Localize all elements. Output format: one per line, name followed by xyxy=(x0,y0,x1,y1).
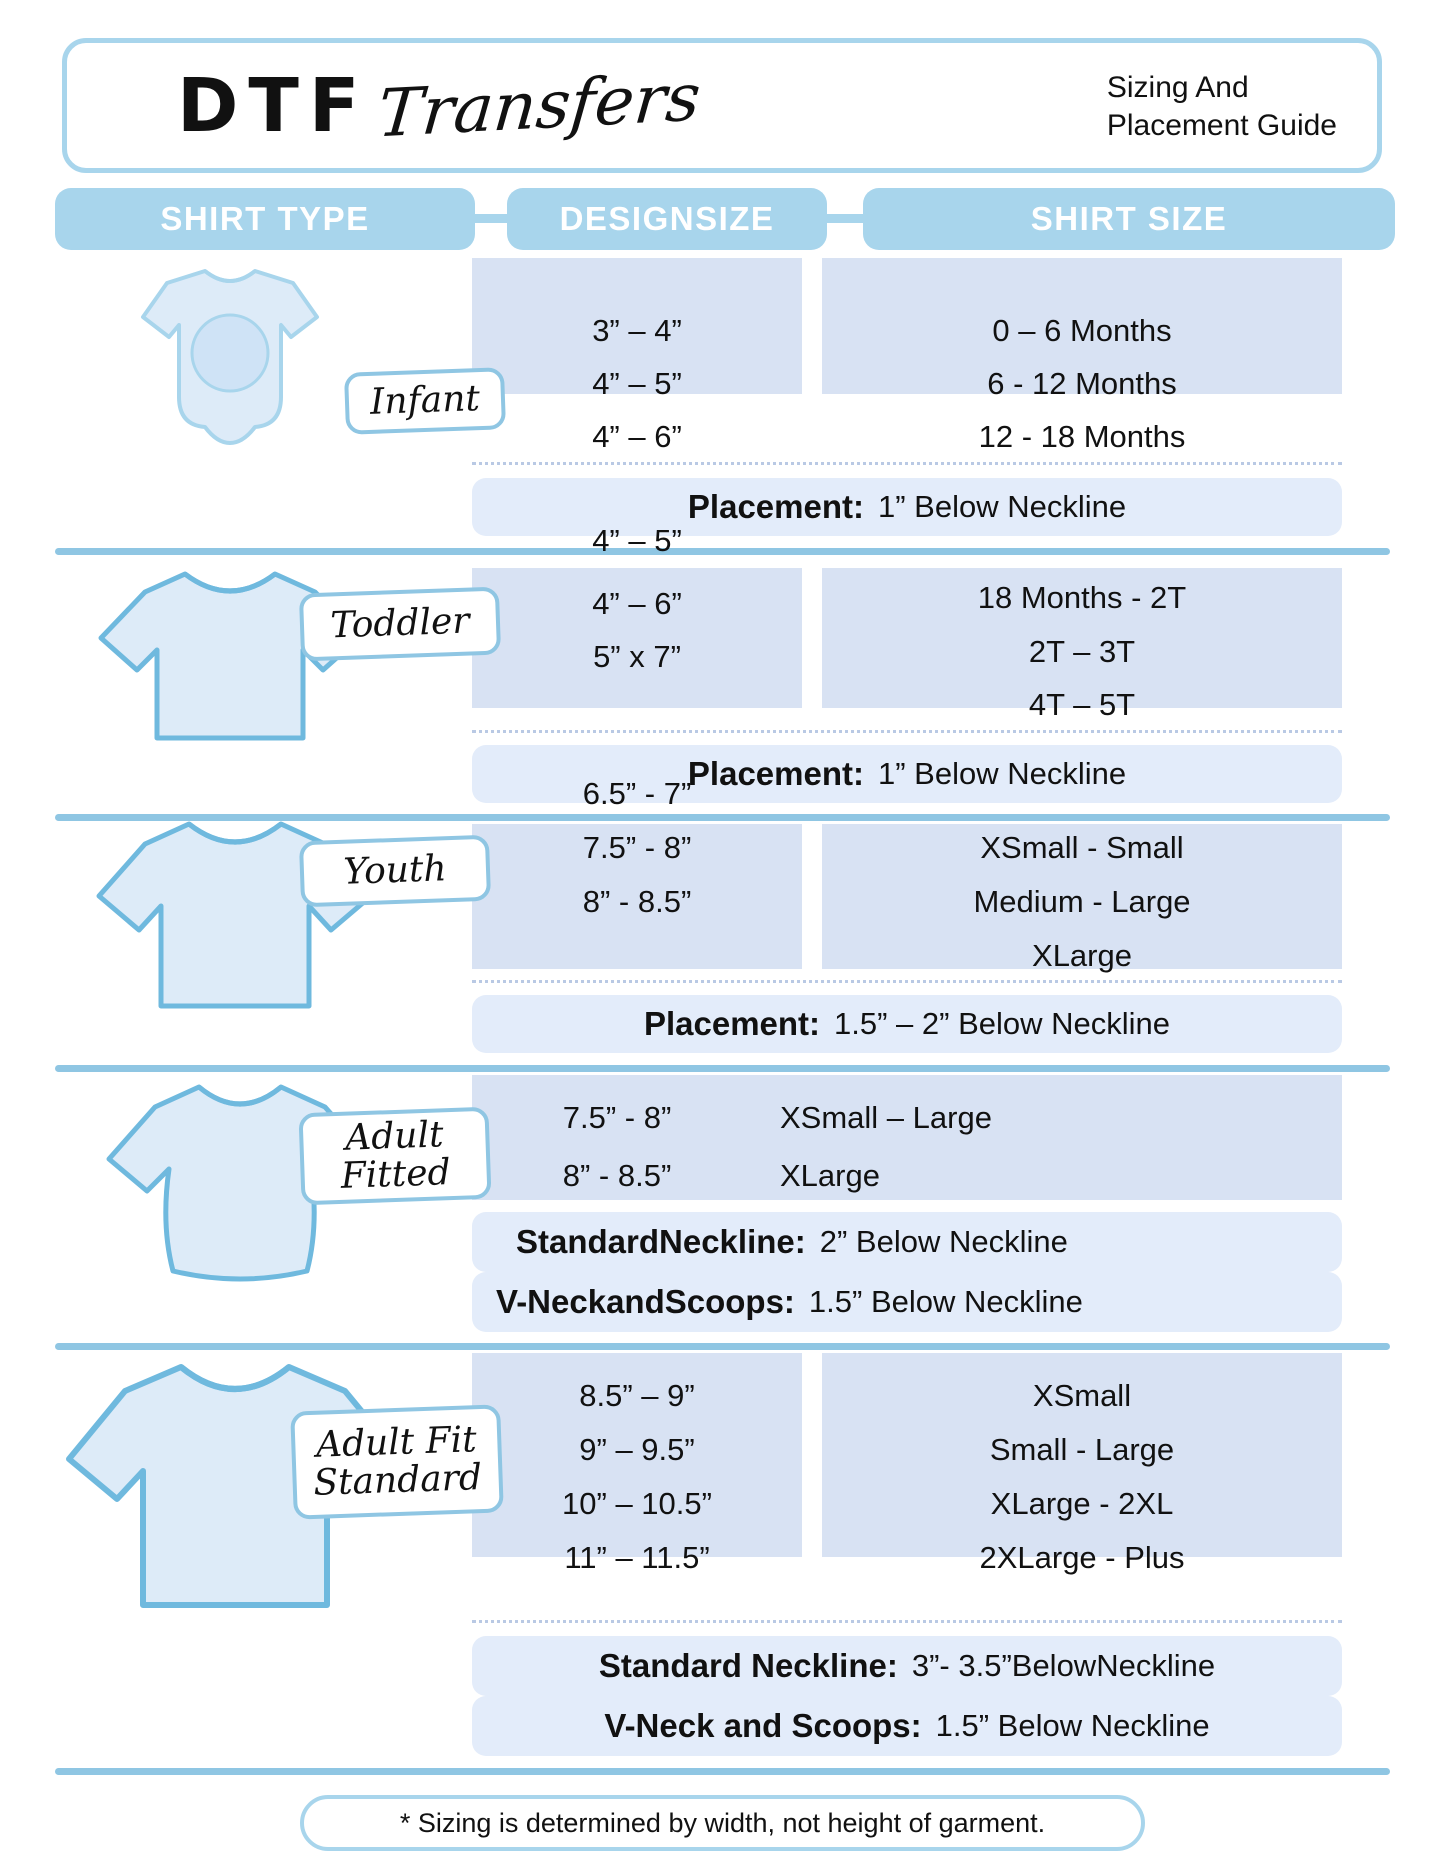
youth-placement-value: 1.5” – 2” Below Neckline xyxy=(834,1006,1171,1041)
toddler-design-1: 4” – 6” xyxy=(592,586,682,621)
garment-infant-onesie xyxy=(105,265,355,455)
toddler-dotted-separator xyxy=(472,730,1342,733)
adult-standard-design-2: 10” – 10.5” xyxy=(562,1486,712,1521)
footnote-text: * Sizing is determined by width, not height of garment. xyxy=(399,1807,1046,1838)
infant-shirt-2: 12 - 18 Months xyxy=(978,419,1186,454)
infant-dotted-separator xyxy=(472,462,1342,465)
toddler-placement-value: 1” Below Neckline xyxy=(877,756,1127,791)
toddler-design-0: 4” – 5” xyxy=(592,523,682,558)
youth-dotted-separator xyxy=(472,980,1342,983)
type-label-youth: Youth xyxy=(299,835,491,908)
type-label-adult-fitted xyxy=(298,1107,491,1206)
adult-fitted-placement-bar-standard xyxy=(472,1212,1342,1272)
youth-placement-bar xyxy=(472,995,1342,1053)
type-label-adult-fitted-line2: Fitted xyxy=(340,1152,452,1197)
adult-fitted-placement-label-vneck: V-NeckandScoops: xyxy=(496,1283,795,1320)
toddler-shirt-1: 2T – 3T xyxy=(1028,634,1136,669)
adult-standard-placement-value-standard: 3”- 3.5”BelowNeckline xyxy=(911,1648,1216,1683)
adult-standard-design-3: 11” – 11.5” xyxy=(564,1540,710,1575)
youth-design-0: 6.5” - 7” xyxy=(582,776,692,811)
type-label-adult-fit-standard-line1: Adult Fit xyxy=(315,1419,478,1467)
infant-shirt-0: 0 – 6 Months xyxy=(992,313,1172,348)
youth-placement-label: Placement: xyxy=(643,1005,821,1042)
brand-title-dtf: DTF xyxy=(177,62,370,149)
adult-fitted-placement-bar-vneck xyxy=(472,1272,1342,1332)
type-label-adult-fitted-line1: Adult xyxy=(344,1114,445,1159)
header-subtitle-line2: Placement Guide xyxy=(1106,109,1337,143)
adult-fitted-shirt-0: XSmall – Large xyxy=(780,1100,992,1135)
header-banner xyxy=(62,38,1382,173)
infant-design-2: 4” – 6” xyxy=(592,419,682,454)
infant-design-1: 4” – 5” xyxy=(592,366,682,401)
adult-fitted-placement-value-vneck: 1.5” Below Neckline xyxy=(808,1284,1083,1319)
adult-standard-shirt-3: 2XLarge - Plus xyxy=(979,1540,1185,1575)
type-label-adult-fit-standard-line2: Standard xyxy=(312,1457,483,1504)
adult-standard-dotted-separator xyxy=(472,1620,1342,1623)
footnote-box xyxy=(300,1795,1145,1851)
brand-lockup xyxy=(177,58,705,152)
youth-design-1: 7.5” - 8” xyxy=(582,830,692,865)
youth-shirt-0: XSmall - Small xyxy=(980,830,1184,865)
adult-standard-placement-label-standard: Standard Neckline: xyxy=(598,1647,898,1684)
divider-after-adult-standard xyxy=(55,1768,1390,1775)
adult-fitted-design-0: 7.5” - 8” xyxy=(562,1100,672,1135)
youth-shirt-1: Medium - Large xyxy=(973,884,1191,919)
adult-fitted-design-1: 8” - 8.5” xyxy=(562,1158,672,1193)
column-header-design-size: DESIGNSIZE xyxy=(507,188,827,250)
toddler-shirt-0: 18 Months - 2T xyxy=(977,580,1187,615)
header-subtitle-line1: Sizing And xyxy=(1106,71,1249,104)
youth-shirt-2: XLarge xyxy=(1032,938,1132,973)
infant-placement-value: 1” Below Neckline xyxy=(877,489,1127,524)
adult-fitted-placement-value-standard: 2” Below Neckline xyxy=(819,1224,1068,1259)
column-header-shirt-size: SHIRT SIZE xyxy=(863,188,1395,250)
divider-after-youth xyxy=(55,1065,1390,1072)
toddler-shirt-2: 4T – 5T xyxy=(1028,687,1136,722)
adult-standard-placement-bar-vneck xyxy=(472,1696,1342,1756)
toddler-placement-label: Placement: xyxy=(687,755,864,792)
adult-standard-placement-label-vneck: V-Neck and Scoops: xyxy=(604,1707,922,1744)
type-label-infant: Infant xyxy=(344,367,506,435)
infant-placement-label: Placement: xyxy=(687,488,864,525)
adult-standard-design-0: 8.5” – 9” xyxy=(579,1378,695,1413)
infant-shirt-1: 6 - 12 Months xyxy=(987,366,1177,401)
adult-standard-placement-bar-standard xyxy=(472,1636,1342,1696)
column-header-shirt-type: SHIRT TYPE xyxy=(55,188,475,250)
type-label-toddler: Toddler xyxy=(299,587,501,662)
adult-fitted-shirt-1: XLarge xyxy=(780,1158,880,1193)
divider-after-adult-fitted xyxy=(55,1343,1390,1350)
adult-fitted-placement-label-standard: StandardNeckline: xyxy=(516,1223,806,1260)
header-subtitle xyxy=(1107,69,1337,146)
column-headers xyxy=(55,188,1390,250)
infant-design-0: 3” – 4” xyxy=(592,313,682,348)
toddler-design-2: 5” x 7” xyxy=(593,639,681,674)
brand-title-transfers: Transfers xyxy=(375,58,705,152)
adult-standard-shirt-2: XLarge - 2XL xyxy=(990,1486,1174,1521)
youth-design-2: 8” - 8.5” xyxy=(582,884,692,919)
adult-standard-design-1: 9” – 9.5” xyxy=(579,1432,695,1467)
adult-standard-shirt-1: Small - Large xyxy=(989,1432,1175,1467)
adult-standard-shirt-0: XSmall xyxy=(1032,1378,1132,1413)
adult-standard-placement-value-vneck: 1.5” Below Neckline xyxy=(935,1708,1210,1743)
